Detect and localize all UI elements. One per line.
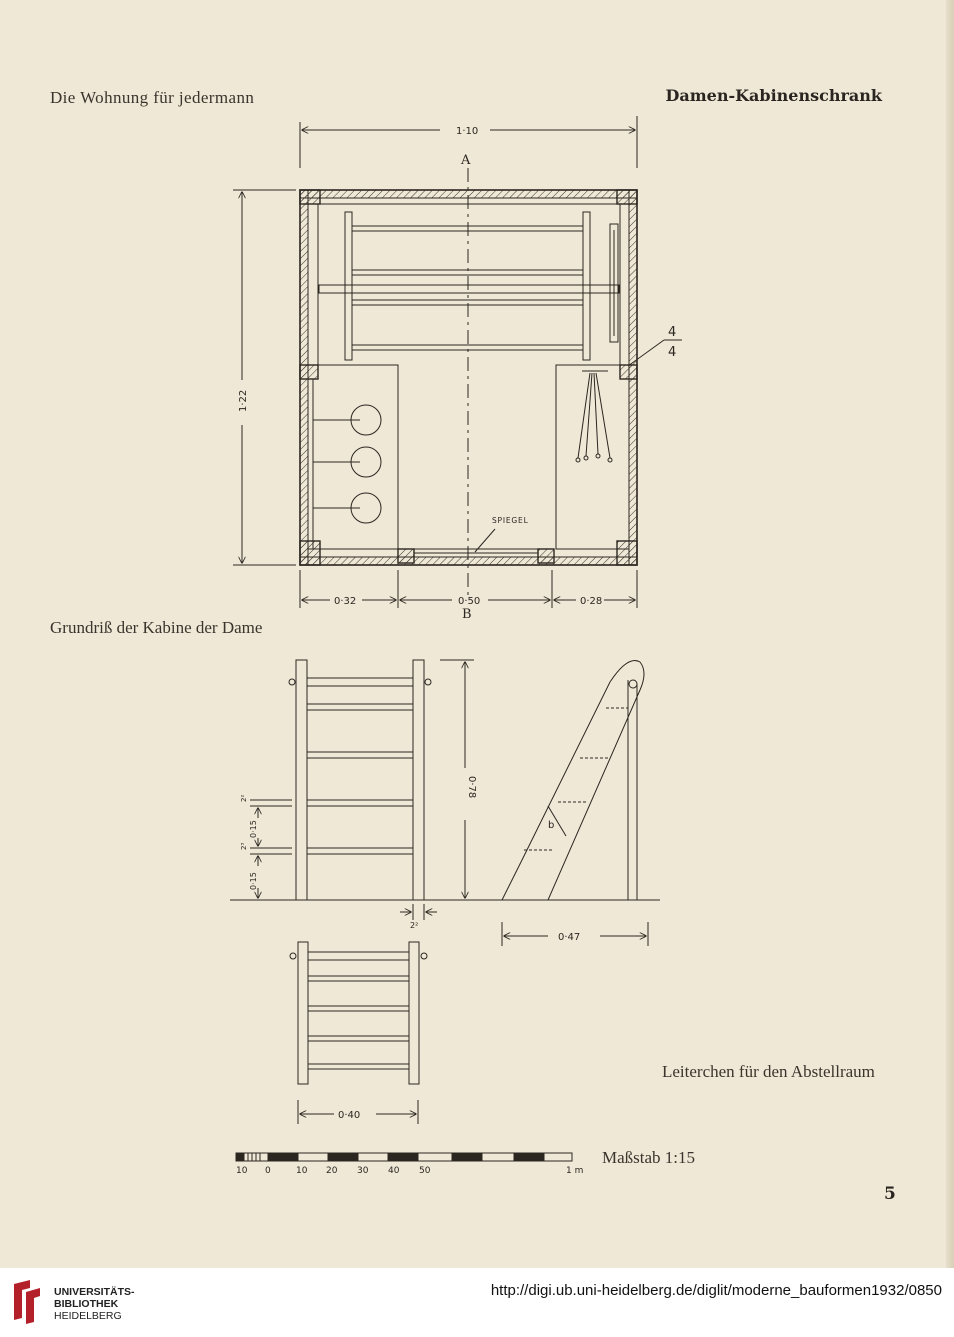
permalink-url[interactable]: http://digi.ub.uni-heidelberg.de/diglit/moderne_bauformen1932/0850	[490, 1282, 942, 1299]
ladder-caption: Leiterchen für den Abstellraum	[662, 1062, 875, 1081]
plan-width-dimension: 1·10	[456, 126, 479, 137]
scale-tick: 30	[357, 1166, 369, 1176]
ladder-plan-width-dimension: 0·40	[338, 1110, 361, 1121]
page-heading: Damen-Kabinenschrank	[665, 86, 882, 105]
scale-tick: 10	[296, 1166, 308, 1176]
ladder-plan-view	[290, 942, 427, 1124]
scale-tick-labels	[236, 1166, 583, 1176]
ladder-rung-dimension-a: 2²	[240, 794, 248, 802]
plan-right-dimension: 0·28	[580, 596, 603, 607]
scale-tick: 50	[419, 1166, 431, 1176]
scale-tick: 10	[236, 1166, 248, 1176]
ladder-height-dimension: 0·78	[466, 776, 477, 799]
detail-denominator: 4	[668, 345, 677, 360]
ladder-side-depth-dimension: 0·47	[558, 932, 581, 943]
mirror-label: SPIEGEL	[492, 516, 529, 525]
ladder-front-elevation	[230, 660, 660, 920]
section-marker-a: A	[461, 153, 471, 168]
library-name-line2: BIBLIOTHEK	[54, 1298, 119, 1310]
ladder-base-dimension: 0·15	[249, 872, 258, 890]
ladder-rung-dimension-b: 2³	[240, 842, 248, 850]
detail-number: 4	[668, 325, 677, 340]
running-header-title: Die Wohnung für jedermann	[50, 88, 255, 107]
library-name-line1: UNIVERSITÄTS-	[54, 1286, 135, 1298]
scale-tick: 20	[326, 1166, 338, 1176]
floor-plan-caption: Grundriß der Kabine der Dame	[50, 618, 263, 637]
ladder-side-elevation	[502, 661, 648, 946]
plan-depth-dimension: 1·22	[238, 389, 249, 412]
library-logo-icon	[10, 1278, 48, 1326]
floor-plan	[233, 116, 682, 622]
plan-left-dimension: 0·32	[334, 596, 357, 607]
viewer-footer	[0, 1268, 954, 1337]
section-marker-b: B	[462, 607, 472, 622]
library-name-line3: HEIDELBERG	[54, 1310, 122, 1322]
ladder-gap-dimension: 2²	[410, 921, 419, 930]
scale-tick: 40	[388, 1166, 400, 1176]
plan-middle-dimension: 0·50	[458, 596, 481, 607]
ladder-step-dimension: 0·15	[249, 820, 258, 838]
side-mark: b	[548, 820, 555, 831]
scale-bar	[236, 1153, 572, 1161]
page-number: 5	[884, 1184, 896, 1204]
scale-label: Maßstab 1:15	[602, 1148, 696, 1167]
library-name	[54, 1286, 135, 1322]
scale-tick: 0	[265, 1166, 271, 1176]
scale-tick: 1 m	[566, 1166, 584, 1176]
